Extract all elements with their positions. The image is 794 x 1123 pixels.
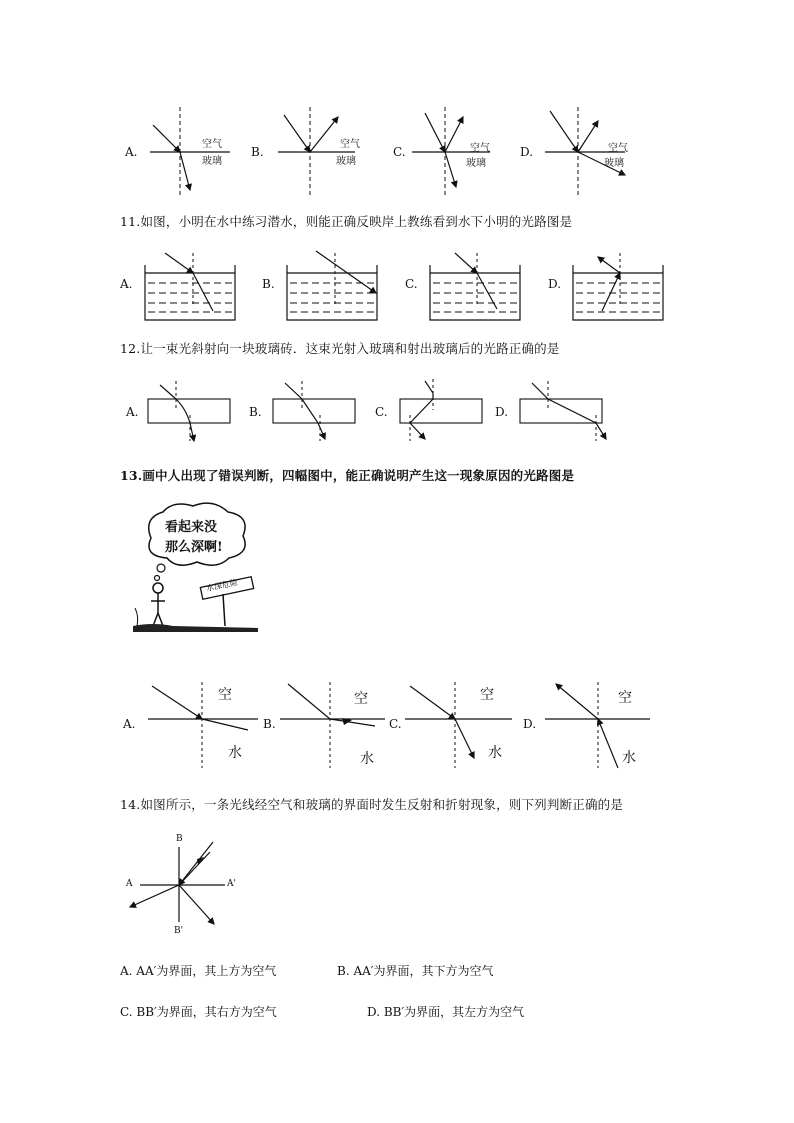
q10-diagrams [0, 95, 794, 200]
q10-c-air-label: 空气 [470, 143, 490, 154]
q14-label-a: A [126, 879, 133, 889]
q12-option-b-label: B. [249, 405, 262, 419]
q14-choice-c[interactable]: C. BB′为界面，其右方为空气 [120, 1005, 277, 1019]
q12-ray-diagrams [0, 375, 794, 445]
q10-option-a-label: A. [125, 145, 138, 159]
q10-option-d-label: D. [520, 145, 534, 159]
q11-tank-c [430, 265, 520, 320]
cartoon-bubble-line-1: 看起来没 [165, 520, 218, 535]
q13-a-air-label: 空 [218, 687, 232, 703]
cartoon-bubble-line-2: 那么深啊! [165, 540, 223, 555]
q11-tank-a [145, 265, 235, 320]
q13-c-air-label: 空 [480, 687, 494, 703]
q13-c-water-label: 水 [488, 745, 502, 761]
q10-a-air-label: 空气 [202, 139, 222, 150]
q12-question-text: 12.让一束光斜射向一块玻璃砖．这束光射入玻璃和射出玻璃后的光路正确的是 [120, 341, 560, 356]
q10-ray-diagrams [0, 95, 794, 200]
q13-cartoon [133, 498, 258, 633]
q11-tank-b [287, 265, 377, 320]
q13-b-air-label: 空 [354, 691, 368, 707]
cartoon-sign-text: 水深危险 [205, 577, 239, 594]
q14-choice-d[interactable]: D. BB′为界面，其左方为空气 [367, 1005, 525, 1019]
q12-option-c-label: C. [375, 405, 388, 419]
q10-diagram-a [150, 107, 230, 195]
q14-label-b: B [176, 834, 183, 844]
q13-option-c-label: C. [389, 717, 402, 731]
q13-option-a-label: A. [123, 717, 136, 731]
q13-diagrams [0, 672, 794, 772]
q14-ray-diagram [120, 832, 260, 942]
q10-option-c-label: C. [393, 145, 406, 159]
q10-d-glass-label: 玻璃 [604, 158, 624, 169]
q11-option-c-label: C. [405, 277, 418, 291]
q10-d-air-label: 空气 [608, 143, 628, 154]
q13-option-b-label: B. [263, 717, 276, 731]
q11-option-b-label: B. [262, 277, 275, 291]
q10-b-air-label: 空气 [340, 139, 360, 150]
q14-diagram [120, 832, 260, 942]
q12-option-a-label: A. [126, 405, 139, 419]
q11-question-text: 11.如图，小明在水中练习潜水，则能正确反映岸上教练看到水下小明的光路图是 [120, 214, 573, 229]
q11-option-a-label: A. [120, 277, 133, 291]
q13-ray-diagrams [0, 672, 794, 772]
q11-tank-d [573, 265, 663, 320]
q13-d-water-label: 水 [622, 750, 636, 766]
q10-diagram-b [278, 107, 355, 195]
q14-choice-a[interactable]: A. AA′为界面，其上方为空气 [120, 964, 277, 978]
q10-a-glass-label: 玻璃 [202, 156, 222, 167]
q14-choice-b[interactable]: B. AA′为界面，其下方为空气 [337, 964, 494, 978]
q12-option-d-label: D. [495, 405, 509, 419]
q13-d-air-label: 空 [618, 690, 632, 706]
q13-b-water-label: 水 [360, 751, 374, 767]
q10-b-glass-label: 玻璃 [336, 156, 356, 167]
q11-ray-diagrams [0, 245, 794, 325]
q13-a-water-label: 水 [228, 745, 242, 761]
q12-diagrams [0, 375, 794, 445]
q11-option-d-label: D. [548, 277, 562, 291]
q14-question-text: 14.如图所示，一条光线经空气和玻璃的界面时发生反射和折射现象，则下列判断正确的是 [120, 797, 624, 812]
q10-option-b-label: B. [251, 145, 264, 159]
q11-diagrams [0, 245, 794, 325]
q10-c-glass-label: 玻璃 [466, 158, 486, 169]
q13-question-text: 13.画中人出现了错误判断，四幅图中，能正确说明产生这一现象原因的光路图是 [120, 468, 575, 483]
q14-label-a-prime: A' [227, 879, 236, 889]
q13-option-d-label: D. [523, 717, 537, 731]
q14-label-b-prime: B' [174, 926, 184, 936]
